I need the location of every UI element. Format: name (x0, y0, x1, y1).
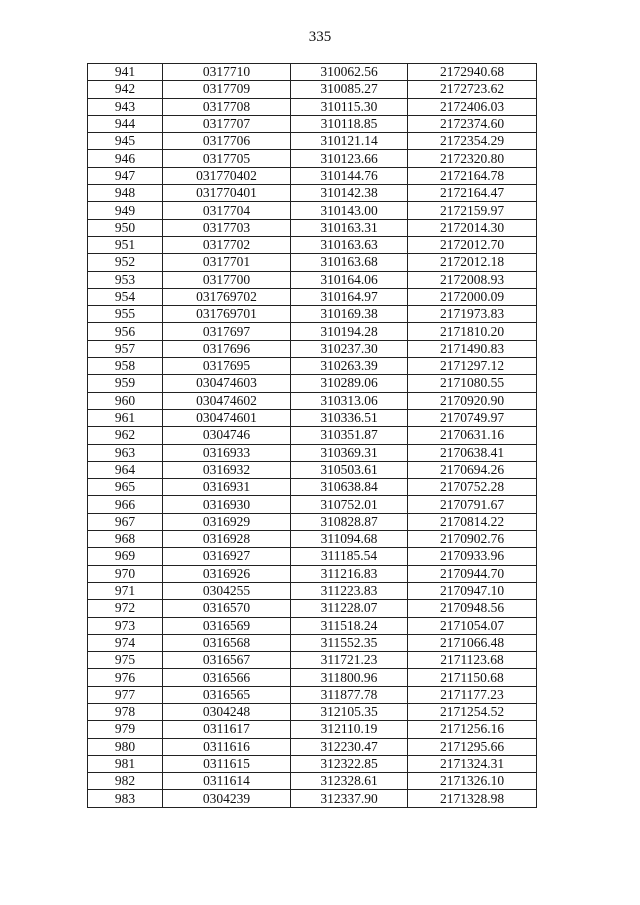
row-number-cell: 951 (88, 236, 163, 253)
row-number-cell: 967 (88, 513, 163, 530)
table-row (88, 669, 537, 686)
point-code-cell: 030474602 (163, 392, 291, 409)
row-number-cell: 942 (88, 81, 163, 98)
table-row (88, 686, 537, 703)
table-row (88, 461, 537, 478)
x-coordinate-cell: 311094.68 (291, 531, 408, 548)
row-number-cell: 976 (88, 669, 163, 686)
table-row (88, 392, 537, 409)
x-coordinate-cell: 311223.83 (291, 582, 408, 599)
point-code-cell: 0316933 (163, 444, 291, 461)
x-coordinate-cell: 311721.23 (291, 652, 408, 669)
row-number-cell: 941 (88, 64, 163, 81)
row-number-cell: 982 (88, 773, 163, 790)
x-coordinate-cell: 310121.14 (291, 133, 408, 150)
row-number-cell: 980 (88, 738, 163, 755)
row-number-cell: 970 (88, 565, 163, 582)
row-number-cell: 968 (88, 531, 163, 548)
row-number-cell: 954 (88, 288, 163, 305)
table-row (88, 513, 537, 530)
y-coordinate-cell: 2170933.96 (408, 548, 537, 565)
table-row (88, 133, 537, 150)
row-number-cell: 964 (88, 461, 163, 478)
point-code-cell: 0316926 (163, 565, 291, 582)
x-coordinate-cell: 310142.38 (291, 185, 408, 202)
x-coordinate-cell: 310194.28 (291, 323, 408, 340)
x-coordinate-cell: 310828.87 (291, 513, 408, 530)
y-coordinate-cell: 2171123.68 (408, 652, 537, 669)
point-code-cell: 0311617 (163, 721, 291, 738)
y-coordinate-cell: 2170638.41 (408, 444, 537, 461)
table-row (88, 185, 537, 202)
y-coordinate-cell: 2171066.48 (408, 634, 537, 651)
point-code-cell: 0316932 (163, 461, 291, 478)
point-code-cell: 0316931 (163, 479, 291, 496)
row-number-cell: 956 (88, 323, 163, 340)
x-coordinate-cell: 311877.78 (291, 686, 408, 703)
y-coordinate-cell: 2170948.56 (408, 600, 537, 617)
x-coordinate-cell: 311552.35 (291, 634, 408, 651)
x-coordinate-cell: 310289.06 (291, 375, 408, 392)
x-coordinate-cell: 310143.00 (291, 202, 408, 219)
x-coordinate-cell: 310163.63 (291, 236, 408, 253)
row-number-cell: 952 (88, 254, 163, 271)
point-code-cell: 0304239 (163, 790, 291, 807)
x-coordinate-cell: 311228.07 (291, 600, 408, 617)
y-coordinate-cell: 2171054.07 (408, 617, 537, 634)
point-code-cell: 0311614 (163, 773, 291, 790)
table-row (88, 738, 537, 755)
x-coordinate-cell: 310118.85 (291, 115, 408, 132)
table-row (88, 496, 537, 513)
row-number-cell: 945 (88, 133, 163, 150)
x-coordinate-cell: 310164.06 (291, 271, 408, 288)
table-row (88, 236, 537, 253)
coordinates-table (87, 63, 537, 808)
y-coordinate-cell: 2172723.62 (408, 81, 537, 98)
table-row (88, 703, 537, 720)
y-coordinate-cell: 2172014.30 (408, 219, 537, 236)
y-coordinate-cell: 2171256.16 (408, 721, 537, 738)
table-row (88, 288, 537, 305)
table-row (88, 652, 537, 669)
x-coordinate-cell: 312337.90 (291, 790, 408, 807)
row-number-cell: 949 (88, 202, 163, 219)
x-coordinate-cell: 310351.87 (291, 427, 408, 444)
row-number-cell: 953 (88, 271, 163, 288)
table-row (88, 721, 537, 738)
point-code-cell: 0316929 (163, 513, 291, 530)
table-row (88, 81, 537, 98)
x-coordinate-cell: 310638.84 (291, 479, 408, 496)
point-code-cell: 0317709 (163, 81, 291, 98)
row-number-cell: 955 (88, 306, 163, 323)
table-row (88, 115, 537, 132)
y-coordinate-cell: 2172406.03 (408, 98, 537, 115)
point-code-cell: 0317695 (163, 358, 291, 375)
row-number-cell: 943 (88, 98, 163, 115)
table-row (88, 565, 537, 582)
point-code-cell: 0304248 (163, 703, 291, 720)
y-coordinate-cell: 2171297.12 (408, 358, 537, 375)
y-coordinate-cell: 2172012.70 (408, 236, 537, 253)
table-row (88, 600, 537, 617)
table-row (88, 773, 537, 790)
x-coordinate-cell: 310062.56 (291, 64, 408, 81)
table-row (88, 531, 537, 548)
row-number-cell: 969 (88, 548, 163, 565)
row-number-cell: 961 (88, 409, 163, 426)
row-number-cell: 944 (88, 115, 163, 132)
table-row (88, 358, 537, 375)
y-coordinate-cell: 2170814.22 (408, 513, 537, 530)
y-coordinate-cell: 2170902.76 (408, 531, 537, 548)
point-code-cell: 0317705 (163, 150, 291, 167)
point-code-cell: 031769702 (163, 288, 291, 305)
point-code-cell: 030474603 (163, 375, 291, 392)
point-code-cell: 0316566 (163, 669, 291, 686)
x-coordinate-cell: 312110.19 (291, 721, 408, 738)
row-number-cell: 963 (88, 444, 163, 461)
y-coordinate-cell: 2170944.70 (408, 565, 537, 582)
row-number-cell: 957 (88, 340, 163, 357)
y-coordinate-cell: 2171810.20 (408, 323, 537, 340)
point-code-cell: 0316927 (163, 548, 291, 565)
point-code-cell: 0316567 (163, 652, 291, 669)
row-number-cell: 978 (88, 703, 163, 720)
table-body (88, 64, 537, 808)
point-code-cell: 0311616 (163, 738, 291, 755)
point-code-cell: 030474601 (163, 409, 291, 426)
point-code-cell: 031770402 (163, 167, 291, 184)
x-coordinate-cell: 310123.66 (291, 150, 408, 167)
point-code-cell: 0316928 (163, 531, 291, 548)
x-coordinate-cell: 310369.31 (291, 444, 408, 461)
x-coordinate-cell: 310503.61 (291, 461, 408, 478)
y-coordinate-cell: 2171254.52 (408, 703, 537, 720)
row-number-cell: 977 (88, 686, 163, 703)
point-code-cell: 031769701 (163, 306, 291, 323)
x-coordinate-cell: 311800.96 (291, 669, 408, 686)
table-row (88, 340, 537, 357)
table-row (88, 98, 537, 115)
y-coordinate-cell: 2171326.10 (408, 773, 537, 790)
y-coordinate-cell: 2170752.28 (408, 479, 537, 496)
y-coordinate-cell: 2172374.60 (408, 115, 537, 132)
table-row (88, 790, 537, 807)
table-row (88, 323, 537, 340)
y-coordinate-cell: 2172008.93 (408, 271, 537, 288)
row-number-cell: 981 (88, 755, 163, 772)
y-coordinate-cell: 2172164.78 (408, 167, 537, 184)
row-number-cell: 971 (88, 582, 163, 599)
x-coordinate-cell: 310164.97 (291, 288, 408, 305)
row-number-cell: 983 (88, 790, 163, 807)
table-row (88, 755, 537, 772)
row-number-cell: 947 (88, 167, 163, 184)
x-coordinate-cell: 311185.54 (291, 548, 408, 565)
table-row (88, 219, 537, 236)
table-row (88, 202, 537, 219)
y-coordinate-cell: 2172012.18 (408, 254, 537, 271)
y-coordinate-cell: 2170694.26 (408, 461, 537, 478)
point-code-cell: 0317706 (163, 133, 291, 150)
y-coordinate-cell: 2171328.98 (408, 790, 537, 807)
row-number-cell: 959 (88, 375, 163, 392)
x-coordinate-cell: 310085.27 (291, 81, 408, 98)
x-coordinate-cell: 310752.01 (291, 496, 408, 513)
point-code-cell: 0317701 (163, 254, 291, 271)
y-coordinate-cell: 2170920.90 (408, 392, 537, 409)
y-coordinate-cell: 2171080.55 (408, 375, 537, 392)
point-code-cell: 0316565 (163, 686, 291, 703)
x-coordinate-cell: 310263.39 (291, 358, 408, 375)
row-number-cell: 962 (88, 427, 163, 444)
row-number-cell: 979 (88, 721, 163, 738)
y-coordinate-cell: 2170947.10 (408, 582, 537, 599)
y-coordinate-cell: 2171324.31 (408, 755, 537, 772)
point-code-cell: 0316569 (163, 617, 291, 634)
table-row (88, 582, 537, 599)
x-coordinate-cell: 310115.30 (291, 98, 408, 115)
point-code-cell: 0317707 (163, 115, 291, 132)
point-code-cell: 0316930 (163, 496, 291, 513)
row-number-cell: 975 (88, 652, 163, 669)
x-coordinate-cell: 312230.47 (291, 738, 408, 755)
row-number-cell: 958 (88, 358, 163, 375)
row-number-cell: 974 (88, 634, 163, 651)
point-code-cell: 0316570 (163, 600, 291, 617)
table-row (88, 479, 537, 496)
table-row (88, 167, 537, 184)
y-coordinate-cell: 2170791.67 (408, 496, 537, 513)
table-row (88, 254, 537, 271)
point-code-cell: 0304255 (163, 582, 291, 599)
y-coordinate-cell: 2171973.83 (408, 306, 537, 323)
x-coordinate-cell: 310163.31 (291, 219, 408, 236)
point-code-cell: 0317703 (163, 219, 291, 236)
point-code-cell: 0317708 (163, 98, 291, 115)
point-code-cell: 0317702 (163, 236, 291, 253)
y-coordinate-cell: 2171295.66 (408, 738, 537, 755)
table-row (88, 427, 537, 444)
row-number-cell: 948 (88, 185, 163, 202)
row-number-cell: 965 (88, 479, 163, 496)
y-coordinate-cell: 2172940.68 (408, 64, 537, 81)
y-coordinate-cell: 2171490.83 (408, 340, 537, 357)
y-coordinate-cell: 2172354.29 (408, 133, 537, 150)
x-coordinate-cell: 311518.24 (291, 617, 408, 634)
y-coordinate-cell: 2172320.80 (408, 150, 537, 167)
table-row (88, 409, 537, 426)
point-code-cell: 0311615 (163, 755, 291, 772)
table-row (88, 271, 537, 288)
x-coordinate-cell: 312322.85 (291, 755, 408, 772)
table-row (88, 548, 537, 565)
point-code-cell: 031770401 (163, 185, 291, 202)
table-row (88, 444, 537, 461)
y-coordinate-cell: 2172159.97 (408, 202, 537, 219)
point-code-cell: 0316568 (163, 634, 291, 651)
x-coordinate-cell: 312328.61 (291, 773, 408, 790)
y-coordinate-cell: 2172000.09 (408, 288, 537, 305)
point-code-cell: 0317697 (163, 323, 291, 340)
x-coordinate-cell: 310237.30 (291, 340, 408, 357)
row-number-cell: 950 (88, 219, 163, 236)
point-code-cell: 0317696 (163, 340, 291, 357)
table-row (88, 64, 537, 81)
row-number-cell: 946 (88, 150, 163, 167)
x-coordinate-cell: 312105.35 (291, 703, 408, 720)
y-coordinate-cell: 2171150.68 (408, 669, 537, 686)
page-number: 335 (308, 29, 332, 45)
y-coordinate-cell: 2171177.23 (408, 686, 537, 703)
x-coordinate-cell: 310313.06 (291, 392, 408, 409)
point-code-cell: 0304746 (163, 427, 291, 444)
x-coordinate-cell: 310144.76 (291, 167, 408, 184)
x-coordinate-cell: 310163.68 (291, 254, 408, 271)
table-row (88, 617, 537, 634)
y-coordinate-cell: 2170749.97 (408, 409, 537, 426)
row-number-cell: 960 (88, 392, 163, 409)
x-coordinate-cell: 311216.83 (291, 565, 408, 582)
row-number-cell: 966 (88, 496, 163, 513)
row-number-cell: 973 (88, 617, 163, 634)
table-row (88, 306, 537, 323)
y-coordinate-cell: 2170631.16 (408, 427, 537, 444)
point-code-cell: 0317700 (163, 271, 291, 288)
table-row (88, 375, 537, 392)
y-coordinate-cell: 2172164.47 (408, 185, 537, 202)
table-row (88, 634, 537, 651)
point-code-cell: 0317710 (163, 64, 291, 81)
x-coordinate-cell: 310169.38 (291, 306, 408, 323)
table-row (88, 150, 537, 167)
point-code-cell: 0317704 (163, 202, 291, 219)
row-number-cell: 972 (88, 600, 163, 617)
x-coordinate-cell: 310336.51 (291, 409, 408, 426)
